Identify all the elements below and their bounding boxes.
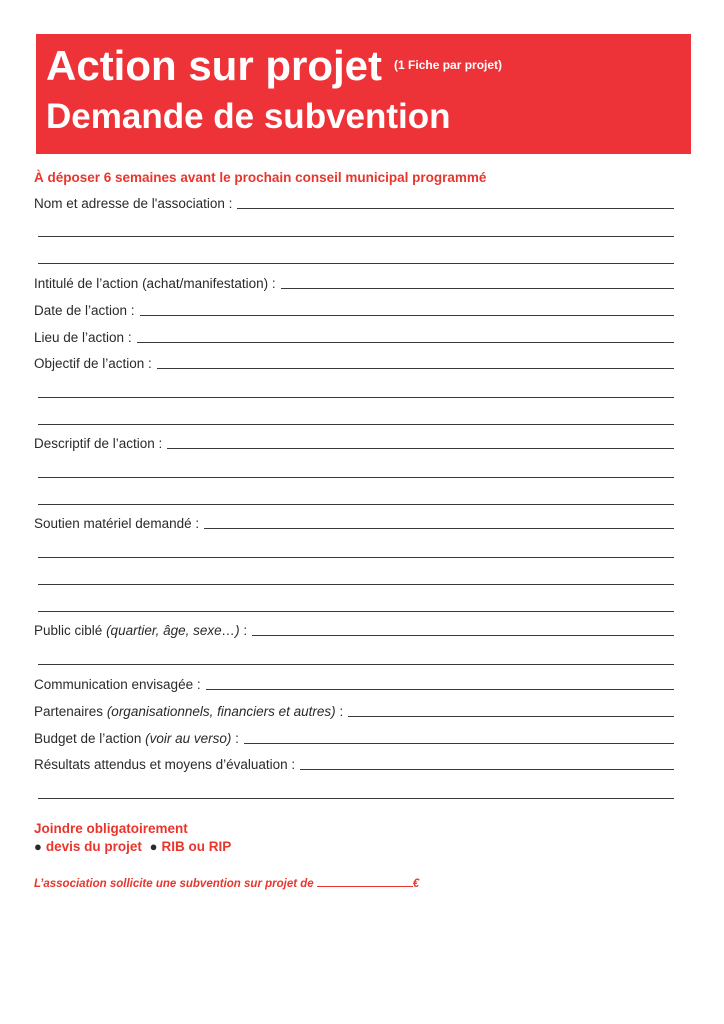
association-line-3[interactable] [38,263,674,264]
descriptif-input-line[interactable] [167,447,674,449]
subsidy-amount-field[interactable] [317,876,413,887]
budget-label-group [34,731,244,747]
form-title-main: Action sur projet [46,41,383,89]
partenaires-input-line[interactable] [348,715,674,717]
partenaires-label-group [34,704,348,720]
partenaires-field[interactable] [34,700,674,720]
descriptif-line-2[interactable] [38,477,674,478]
soutien-field[interactable] [34,512,674,532]
partenaires-hint: (organisationnels, financiers et autres) [106,704,336,719]
descriptif-label: Descriptif de l’action : [34,436,163,451]
association-field[interactable] [34,192,674,212]
budget-input-line[interactable] [244,742,674,744]
form-title-note: (1 Fiche par projet) [394,58,503,72]
bullet-icon: ● [34,839,42,854]
attachment-devis: devis du projet [45,839,142,854]
public-field[interactable] [34,619,674,639]
date-field[interactable] [34,299,674,319]
budget-hint: (voir au verso) [145,731,232,746]
objectif-input-line[interactable] [157,367,674,369]
form-title [46,39,502,92]
subsidy-request-statement [34,876,419,890]
lieu-label: Lieu de l’action : [34,330,132,345]
intitule-input-line[interactable] [281,287,674,289]
soutien-line-4[interactable] [38,611,674,612]
lieu-field[interactable] [34,326,674,346]
soutien-line-2[interactable] [38,557,674,558]
currency-symbol: € [412,878,420,890]
resultats-label: Résultats attendus et moyens d’évaluation : [34,757,296,772]
objectif-line-2[interactable] [38,397,674,398]
communication-input-line[interactable] [206,688,674,690]
public-input-line[interactable] [252,634,674,636]
partenaires-label: Partenaires [34,704,104,719]
budget-field[interactable] [34,727,674,747]
descriptif-line-3[interactable] [38,504,674,505]
objectif-field[interactable] [34,352,674,372]
budget-colon: : [235,731,239,746]
subsidy-request-text: L’association sollicite une subvention sur projet de [34,878,314,890]
attachment-rib: RIB ou RIP [161,839,232,854]
lieu-input-line[interactable] [137,341,674,343]
bullet-icon: ● [149,839,158,854]
form-subtitle: Demande de subvention [46,97,451,136]
association-line-2[interactable] [38,236,674,237]
objectif-label: Objectif de l’action : [34,356,152,371]
resultats-input-line[interactable] [300,768,674,770]
soutien-input-line[interactable] [204,527,674,529]
soutien-line-3[interactable] [38,584,674,585]
communication-field[interactable] [34,673,674,693]
public-label: Public ciblé [34,623,103,638]
public-label-group [34,623,252,639]
intitule-label: Intitulé de l’action (achat/manifestation) : [34,276,276,291]
budget-label: Budget de l’action [34,731,142,746]
association-input-line[interactable] [237,207,674,209]
intitule-field[interactable] [34,272,674,292]
partenaires-colon: : [339,704,344,719]
required-attachments-heading: Joindre obligatoirement [34,821,188,836]
deadline-notice: À déposer 6 semaines avant le prochain conseil municipal programmé [34,170,487,185]
resultats-field[interactable] [34,753,674,773]
communication-label: Communication envisagée : [34,677,201,692]
date-input-line[interactable] [140,314,674,316]
date-label: Date de l’action : [34,303,135,318]
association-label: Nom et adresse de l'association : [34,196,233,211]
header-banner [36,34,691,154]
public-hint: (quartier, âge, sexe…) [106,623,240,638]
descriptif-field[interactable] [34,432,674,452]
objectif-line-3[interactable] [38,424,674,425]
soutien-label: Soutien matériel demandé : [34,516,200,531]
required-attachments-list [34,839,231,854]
public-line-2[interactable] [38,664,674,665]
resultats-line-2[interactable] [38,798,674,799]
public-colon: : [243,623,248,638]
